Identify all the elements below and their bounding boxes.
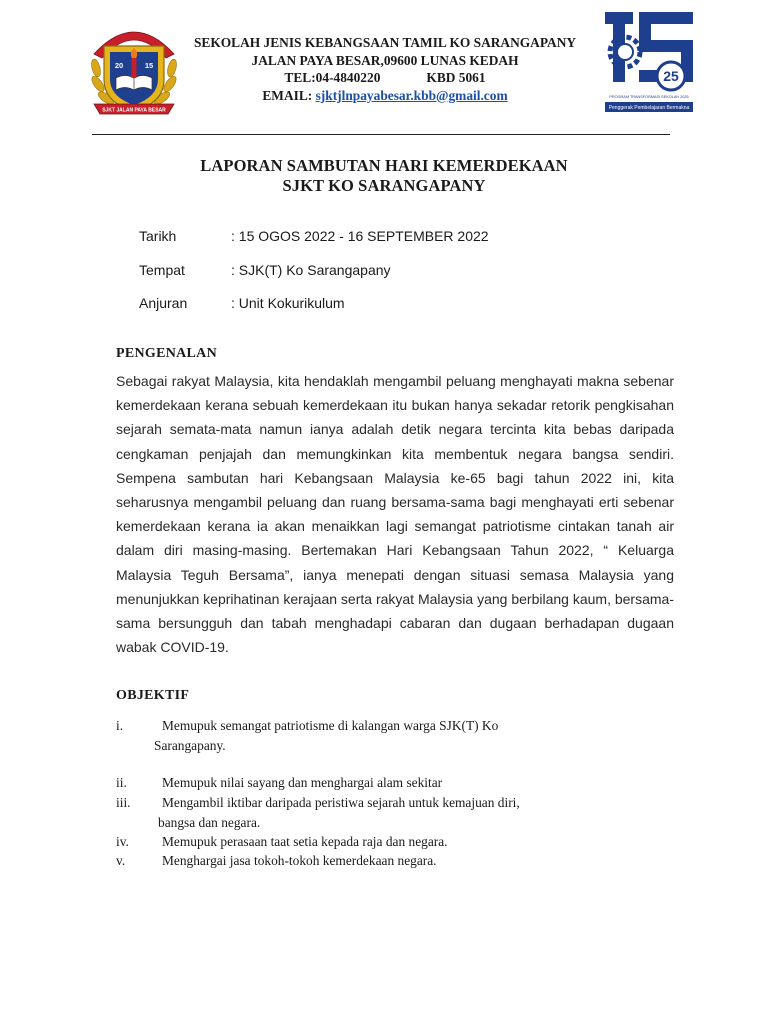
pengenalan-paragraph: Sebagai rakyat Malaysia, kita hendaklah mengambil peluang menghayati makna sebenar kemerdekaan kerana sebuah kemerdekaan itu bukan hanya sekadar retorik pengkisahan sejarah semata-mata namun ianya adalah detik negara tercinta kita bebas daripada cengkaman penjajah dan memungkinkan kita membentuk negara bangsa sendiri. Sempena sambutan hari Kebangsaan Malaysia ke-65 bagi tahun 2022 ini, kita seharusnya mengambil peluang dan ruang bersama-sama bagi menghayati erti sebenar kemerdekaan kerana ia akan menaikkan lagi semangat patriotisme cintakan tanah air dalam diri masing-masing. Bertemakan Hari Kebangsaan Tahun 2022, “ Keluarga Malaysia Teguh Bersama”, ianya menepati dengan situasi semasa Malaysia yang menunjukkan keprihatinan kerajaan serta rakyat Malaysia yang berbilang kaum, bersama-sama bersungguh dan tabah menghadapi cabaran dan dugaan berhadapan dugaan wabak COVID-19. <box>116 373 674 656</box>
objective-text-continued: bangsa dan negara. <box>158 815 261 830</box>
objective-number: i. <box>116 718 124 733</box>
email-label: EMAIL: <box>262 87 313 103</box>
report-title-line-1: LAPORAN SAMBUTAN HARI KEMERDEKAAN <box>200 156 568 175</box>
meta-value: : Unit Kokurikulum <box>231 295 345 311</box>
school-tel: TEL:04-4840220 <box>284 70 381 85</box>
objective-text: Menghargai jasa tokoh-tokoh kemerdekaan negara. <box>162 853 437 868</box>
objective-number: ii. <box>116 775 127 790</box>
objective-item-5 <box>116 851 437 871</box>
objective-item-4 <box>116 832 448 852</box>
meta-value: : SJK(T) Ko Sarangapany <box>231 262 391 278</box>
ppts-2025-logo <box>603 10 695 120</box>
objektif-heading: OBJEKTIF <box>116 688 190 703</box>
header-divider <box>92 134 670 135</box>
meta-label: Tempat <box>139 262 185 278</box>
school-contact-line <box>150 69 620 87</box>
objective-text: Memupuk semangat patriotisme di kalangan warga SJK(T) Ko <box>162 718 499 733</box>
school-letterhead <box>150 34 620 104</box>
meta-value: : 15 OGOS 2022 - 16 SEPTEMBER 2022 <box>231 228 489 244</box>
meta-row-anjuran <box>139 295 345 311</box>
ppts-caption: PROGRAM TRANSFORMASI SEKOLAH 2025 <box>609 95 689 99</box>
pengenalan-heading: PENGENALAN <box>116 346 218 361</box>
school-address: JALAN PAYA BESAR,09600 LUNAS KEDAH <box>251 52 519 68</box>
objective-text: Memupuk nilai sayang dan menghargai alam sekitar <box>162 775 443 790</box>
objective-item-3 <box>116 793 520 830</box>
crest-ribbon-text: SJKT JALAN PAYA BESAR <box>102 107 166 114</box>
crest-year-left: 20 <box>114 61 124 70</box>
email-link[interactable]: sjktjlnpayabesar.kbb@gmail.com <box>315 87 508 103</box>
report-title <box>0 156 768 195</box>
ppts-tagline: Penggerak Pembelajaran Bermakna <box>608 105 690 111</box>
objective-text: Mengambil iktibar daripada peristiwa sejarah untuk kemajuan diri, <box>162 795 520 810</box>
report-title-line-2: SJKT KO SARANGAPANY <box>282 175 486 195</box>
objective-number: v. <box>116 853 126 868</box>
objective-text: Memupuk perasaan taat setia kepada raja dan negara. <box>162 834 448 849</box>
objective-number: iii. <box>116 795 131 810</box>
meta-label: Tarikh <box>139 228 177 244</box>
objective-item-1 <box>116 716 499 753</box>
crest-year-right: 15 <box>144 61 154 70</box>
objective-number: iv. <box>116 834 129 849</box>
school-code: KBD 5061 <box>426 70 486 85</box>
objective-item-2 <box>116 773 442 793</box>
school-email-line <box>150 87 620 105</box>
ppts-number: 25 <box>663 68 679 84</box>
meta-label: Anjuran <box>139 295 188 311</box>
meta-row-tempat <box>139 262 391 278</box>
objective-text-continued: Sarangapany. <box>154 738 226 753</box>
school-name: SEKOLAH JENIS KEBANGSAAN TAMIL KO SARANGAPANY <box>193 35 577 50</box>
meta-row-tarikh <box>139 228 489 244</box>
